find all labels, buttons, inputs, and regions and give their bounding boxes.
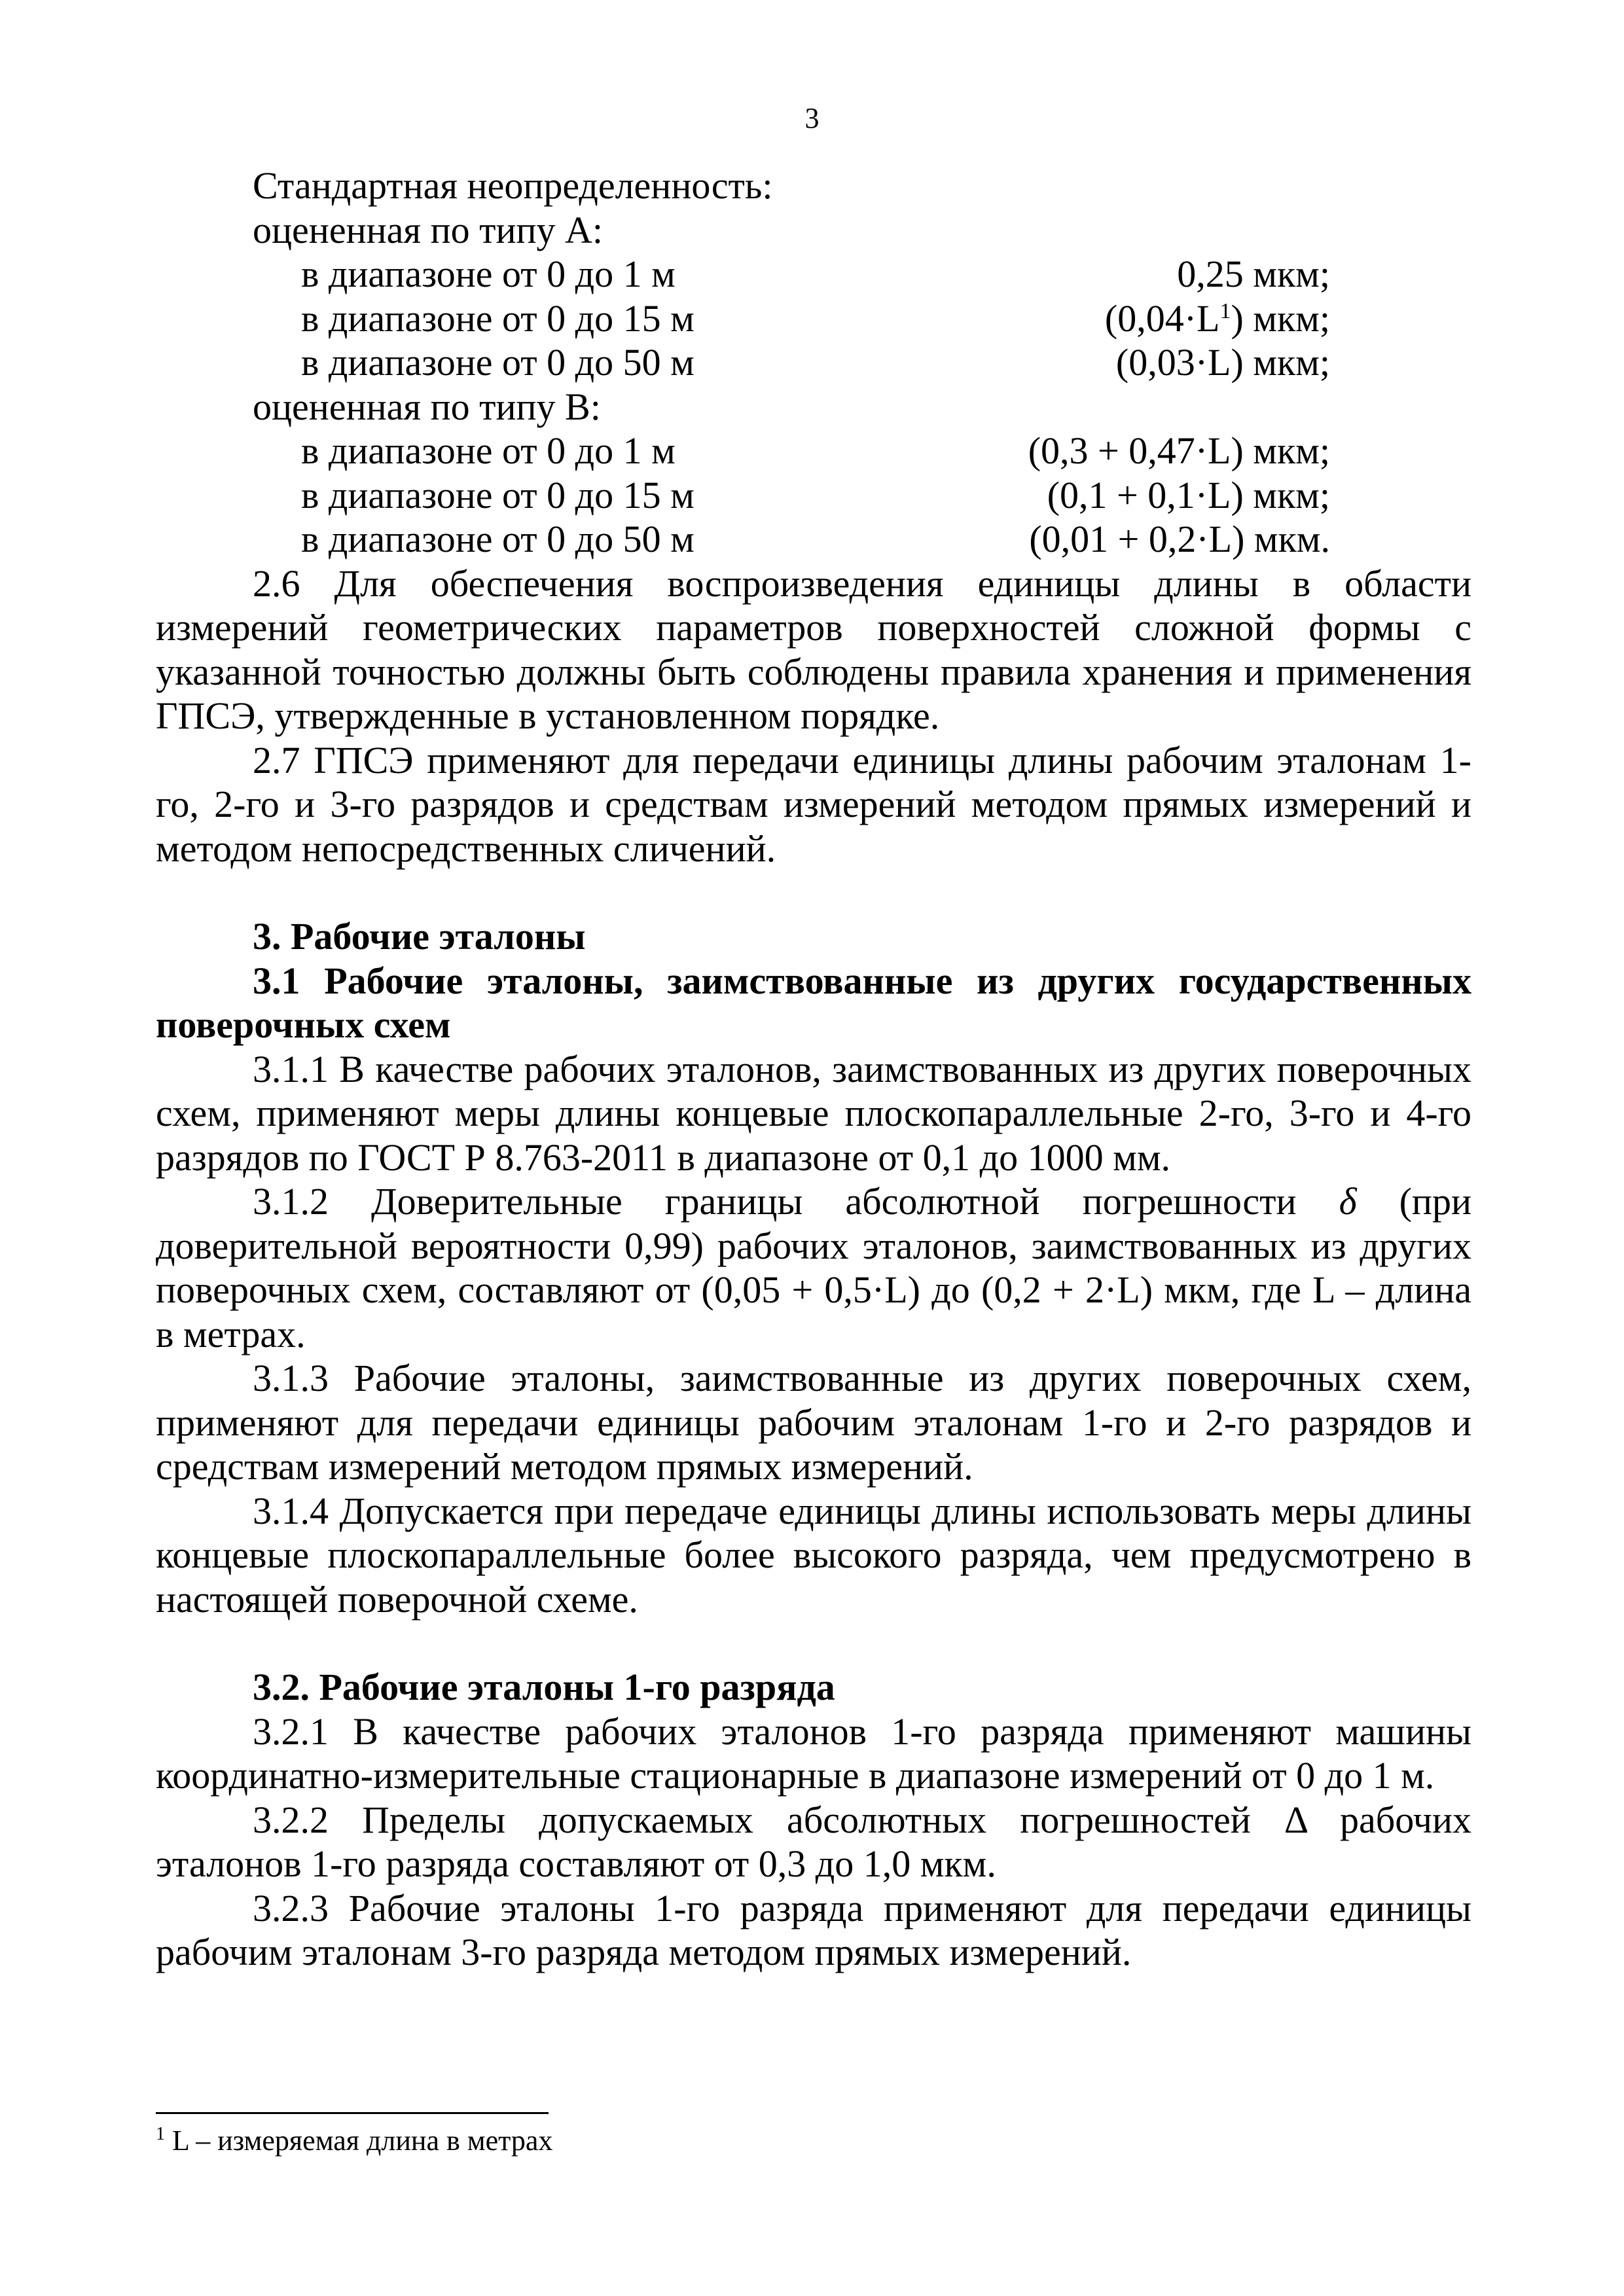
uncertainty-value: 0,25 мкм; xyxy=(1177,253,1330,295)
section-3-1-title: 3.1 Рабочие эталоны, заимствованные из других государственных поверочных схем xyxy=(156,959,1471,1046)
paragraph-3-1-2: 3.1.2 Доверительные границы абсолютной погрешности δ (при доверительной вероятности 0,99) рабочих эталонов, заимствованных из других поверочных схем, составляют от (0,05 + 0,5·L) до (0,2 + 2·L) мкм, где L – длина в метрах. xyxy=(156,1180,1471,1355)
footnote-mark: 1 xyxy=(156,2124,165,2144)
range-text: в диапазоне от 0 до 1 м xyxy=(301,429,676,472)
type-a-label: оцененная по типу А: xyxy=(253,208,604,251)
paragraph-2-6: 2.6 Для обеспечения воспроизведения единицы длины в области измерений геометрических параметров поверхностей сложной формы с указанной точностью должны быть соблюдены правила хранения и применения ГПСЭ, утвержденные в установленном порядке. xyxy=(156,562,1471,737)
range-text: в диапазоне от 0 до 50 м xyxy=(301,341,695,384)
page-number: 3 xyxy=(804,102,820,134)
footnote-separator xyxy=(156,2112,549,2114)
paragraph-3-1-3: 3.1.3 Рабочие эталоны, заимствованные из других поверочных схем, применяют для передачи единицы рабочим эталонам 1-го и 2-го разрядов и средствам измерений методом прямых измерений. xyxy=(156,1357,1471,1488)
uncertainty-value: (0,01 + 0,2·L) мкм. xyxy=(1029,518,1330,560)
type-b-row xyxy=(156,429,1471,473)
delta-symbol: δ xyxy=(1339,1180,1357,1223)
uncertainty-heading: Стандартная неопределенность: xyxy=(253,164,773,207)
paragraph-2-7: 2.7 ГПСЭ применяют для передачи единицы длины рабочим эталонам 1-го, 2-го и 3-го разрядов и средствам измерений методом прямых измерений и методом непосредственных сличений. xyxy=(156,738,1471,870)
type-a-row xyxy=(156,340,1471,385)
footnote xyxy=(156,2124,552,2158)
section-3-2-title: 3.2. Рабочие эталоны 1-го разряда xyxy=(253,1666,835,1708)
paragraph-3-2-2: 3.2.2 Пределы допускаемых абсолютных погрешностей Δ рабочих эталонов 1-го разряда составляют от 0,3 до 1,0 мкм. xyxy=(156,1798,1471,1885)
type-b-label: оцененная по типу В: xyxy=(253,385,601,428)
footnote-ref: 1 xyxy=(1219,298,1231,323)
type-b-row xyxy=(156,517,1471,562)
range-text: в диапазоне от 0 до 15 м xyxy=(301,296,695,340)
range-text: в диапазоне от 0 до 1 м xyxy=(301,253,676,295)
paragraph-3-2-1: 3.2.1 В качестве рабочих эталонов 1-го разряда применяют машины координатно-измерительные стационарные в диапазоне измерений от 0 до 1 м. xyxy=(156,1710,1471,1797)
section-3-title: 3. Рабочие эталоны xyxy=(253,915,586,958)
uncertainty-value: $(0,04\cdot L^1)$ мкм; xyxy=(1104,296,1330,340)
type-b-row xyxy=(156,473,1471,518)
range-text: в диапазоне от 0 до 15 м xyxy=(301,473,695,516)
uncertainty-value: (0,03·L) мкм; xyxy=(1115,341,1330,384)
footnote-text: L – измеряемая длина в метрах xyxy=(165,2125,553,2157)
paragraph-3-2-3: 3.2.3 Рабочие эталоны 1-го разряда применяют для передачи единицы рабочим эталонам 3-го разряда методом прямых измерений. xyxy=(156,1886,1471,1973)
paragraph-3-1-1: 3.1.1 В качестве рабочих эталонов, заимствованных из других поверочных схем, применяют меры длины концевые плоскопараллельные 2-го, 3-го и 4-го разрядов по ГОСТ Р 8.763-2011 в диапазоне от 0,1 до 1000 мм. xyxy=(156,1047,1471,1179)
page-body xyxy=(156,164,1471,1975)
uncertainty-value: (0,3 + 0,47·L) мкм; xyxy=(1028,429,1330,472)
uncertainty-value: (0,1 + 0,1·L) мкм; xyxy=(1047,473,1330,516)
type-a-row xyxy=(156,252,1471,296)
type-a-row xyxy=(156,296,1471,341)
range-text: в диапазоне от 0 до 50 м xyxy=(301,518,695,560)
paragraph-3-1-4: 3.1.4 Допускается при передаче единицы длины использовать меры длины концевые плоскопараллельные более высокого разряда, чем предусмотрено в настоящей поверочной схеме. xyxy=(156,1489,1471,1621)
